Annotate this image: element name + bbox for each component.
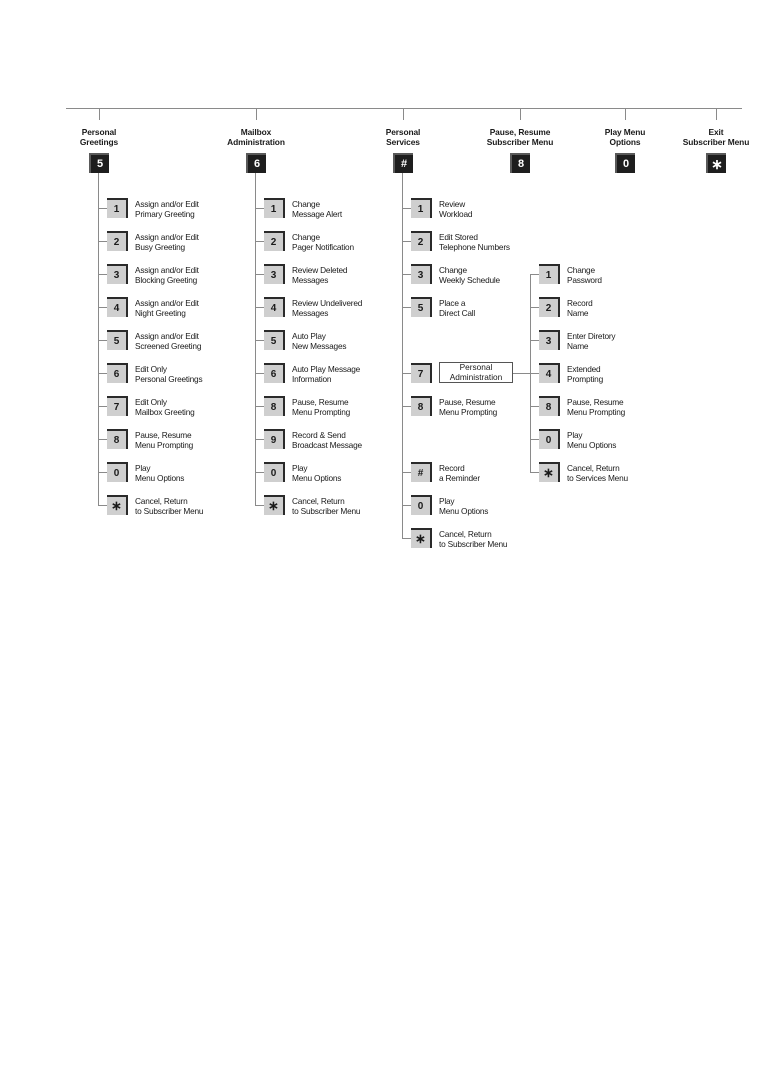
option-label: Change Message Alert [292, 199, 342, 219]
menu-key-button[interactable]: 5 [89, 153, 109, 173]
submenu-option-label: Enter Diretory Name [567, 331, 616, 351]
menu-key-button[interactable]: # [393, 153, 413, 173]
branch-spine [98, 173, 99, 505]
option-key-button[interactable]: 7 [411, 363, 432, 383]
submenu-key-button[interactable]: 3 [539, 330, 560, 350]
option-label: Assign and/or Edit Night Greeting [135, 298, 199, 318]
option-key-button[interactable]: 8 [411, 396, 432, 416]
submenu-key-button[interactable]: ∗ [539, 462, 560, 482]
option-key-button[interactable]: 5 [411, 297, 432, 317]
menu-column-title: Personal Services [385, 127, 421, 147]
option-label: Play Menu Options [135, 463, 185, 483]
option-label: Edit Only Mailbox Greeting [135, 397, 195, 417]
submenu-key-button[interactable]: 2 [539, 297, 560, 317]
option-label: Edit Only Personal Greetings [135, 364, 203, 384]
submenu-option-label: Record Name [567, 298, 593, 318]
submenu-option-label: Play Menu Options [567, 430, 617, 450]
submenu-key-button[interactable]: 0 [539, 429, 560, 449]
menu-key-button[interactable]: 6 [246, 153, 266, 173]
branch-spine [402, 173, 403, 538]
submenu-key-button[interactable]: 4 [539, 363, 560, 383]
branch-spine [255, 173, 256, 505]
option-label: Play Menu Options [292, 463, 342, 483]
option-label: Pause, Resume Menu Prompting [439, 397, 498, 417]
column-tick [520, 108, 521, 120]
option-key-button[interactable]: 1 [411, 198, 432, 218]
option-key-button[interactable]: 6 [107, 363, 128, 383]
option-label: Play Menu Options [439, 496, 489, 516]
submenu-option-label: Pause, Resume Menu Prompting [567, 397, 626, 417]
option-key-button[interactable]: ∗ [264, 495, 285, 515]
option-key-button[interactable]: 4 [264, 297, 285, 317]
option-key-button[interactable]: 7 [107, 396, 128, 416]
option-key-button[interactable]: 0 [264, 462, 285, 482]
option-key-button[interactable]: ∗ [107, 495, 128, 515]
option-label: Assign and/or Edit Busy Greeting [135, 232, 199, 252]
column-tick [403, 108, 404, 120]
option-key-button[interactable]: 3 [411, 264, 432, 284]
menu-column-title: Exit Subscriber Menu [682, 127, 750, 147]
option-key-button[interactable]: ∗ [411, 528, 432, 548]
option-key-button[interactable]: 2 [107, 231, 128, 251]
submenu-option-label: Cancel, Return to Services Menu [567, 463, 628, 483]
option-key-button[interactable]: # [411, 462, 432, 482]
submenu-key-button[interactable]: 8 [539, 396, 560, 416]
option-key-button[interactable]: 2 [411, 231, 432, 251]
option-label: Pause, Resume Menu Prompting [135, 430, 194, 450]
option-label: Pause, Resume Menu Prompting [292, 397, 351, 417]
option-label: Cancel, Return to Subscriber Menu [135, 496, 204, 516]
option-label: Record a Reminder [439, 463, 480, 483]
option-key-button[interactable]: 4 [107, 297, 128, 317]
menu-key-button[interactable]: 0 [615, 153, 635, 173]
option-label: Place a Direct Call [439, 298, 476, 318]
option-label: Change Pager Notification [292, 232, 354, 252]
option-key-button[interactable]: 8 [264, 396, 285, 416]
submenu-connector [513, 373, 530, 374]
option-label: Review Workload [439, 199, 473, 219]
menu-column-title: Personal Greetings [79, 127, 119, 147]
column-tick [716, 108, 717, 120]
option-key-button[interactable]: 0 [411, 495, 432, 515]
option-label: Record & Send Broadcast Message [292, 430, 362, 450]
option-label: Change Weekly Schedule [439, 265, 500, 285]
option-label: Edit Stored Telephone Numbers [439, 232, 510, 252]
option-label: Review Deleted Messages [292, 265, 348, 285]
option-label: Auto Play Message Information [292, 364, 361, 384]
submenu-option-label: Change Password [567, 265, 602, 285]
option-label: Assign and/or Edit Primary Greeting [135, 199, 199, 219]
option-label: Review Undelivered Messages [292, 298, 363, 318]
option-key-button[interactable]: 3 [107, 264, 128, 284]
column-tick [625, 108, 626, 120]
option-key-button[interactable]: 1 [264, 198, 285, 218]
personal-administration-box[interactable]: Personal Administration [439, 362, 513, 383]
menu-column-title: Mailbox Administration [227, 127, 285, 147]
menu-key-button[interactable]: 8 [510, 153, 530, 173]
option-key-button[interactable]: 5 [264, 330, 285, 350]
option-key-button[interactable]: 3 [264, 264, 285, 284]
column-tick [99, 108, 100, 120]
menu-key-button[interactable]: ∗ [706, 153, 726, 173]
option-key-button[interactable]: 0 [107, 462, 128, 482]
option-key-button[interactable]: 5 [107, 330, 128, 350]
option-key-button[interactable]: 8 [107, 429, 128, 449]
option-key-button[interactable]: 2 [264, 231, 285, 251]
option-key-button[interactable]: 1 [107, 198, 128, 218]
option-label: Cancel, Return to Subscriber Menu [292, 496, 361, 516]
submenu-key-button[interactable]: 1 [539, 264, 560, 284]
top-connector-line [66, 108, 742, 109]
column-tick [256, 108, 257, 120]
option-key-button[interactable]: 6 [264, 363, 285, 383]
submenu-option-label: Extended Prompting [567, 364, 604, 384]
option-label: Auto Play New Messages [292, 331, 347, 351]
menu-column-title: Play Menu Options [604, 127, 646, 147]
option-label: Cancel, Return to Subscriber Menu [439, 529, 508, 549]
option-key-button[interactable]: 9 [264, 429, 285, 449]
option-label: Assign and/or Edit Blocking Greeting [135, 265, 199, 285]
option-label: Assign and/or Edit Screened Greeting [135, 331, 202, 351]
menu-column-title: Pause, Resume Subscriber Menu [486, 127, 554, 147]
